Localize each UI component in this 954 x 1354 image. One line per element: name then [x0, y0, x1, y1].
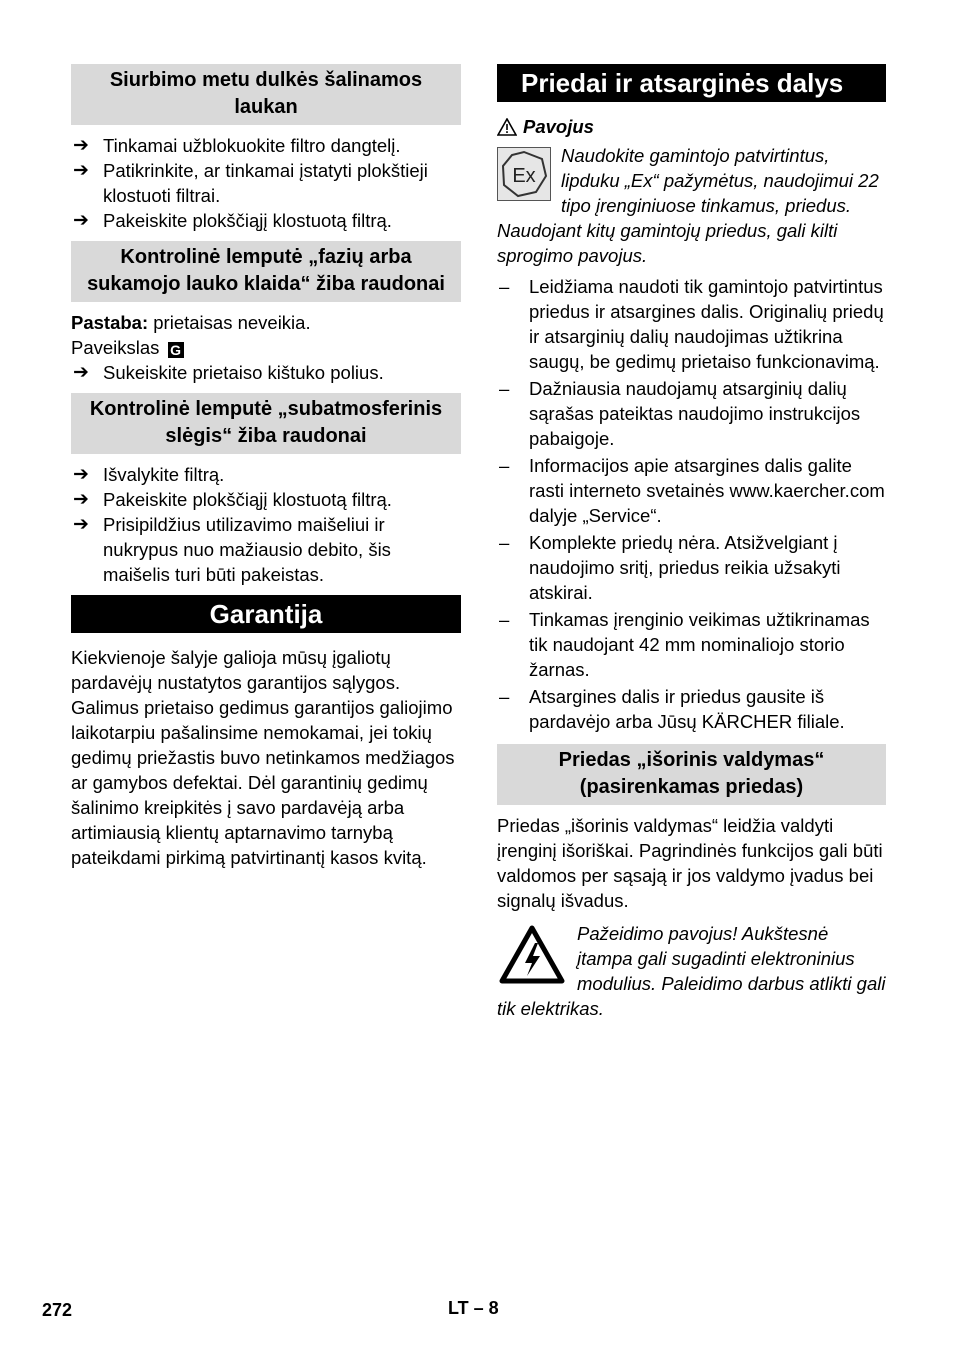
external-control-paragraph: Priedas „išorinis valdymas“ leidžia valdyti įrenginį išoriškai. Pagrindinės funkcijos gali būti valdomos per sąsają ir jos valdymo įvadus bei signalų išvadus. — [497, 815, 883, 911]
right-arrow-icon: ➔ — [73, 134, 89, 156]
list-item: – Informacijos apie atsargines dalis galite rasti interneto svetainės www.kaercher.com dalyje „Service“. — [499, 455, 885, 526]
figure-reference: Paveikslas G — [71, 335, 461, 360]
list-item: – Leidžiama naudoti tik gamintojo patvirtintus priedus ir atsargines dalis. Originalių priedų ir atsarginių dalių naudojimas užtikrina saugų, be gedimų prietaiso funkcionavimą. — [499, 276, 884, 372]
page-number: 272 — [42, 1300, 73, 1320]
instruction-list-vacuum-pressure — [71, 462, 461, 587]
figure-letter-badge: G — [168, 342, 184, 358]
list-item: ➔ Tinkamai užblokuokite filtro dangtelį. — [73, 134, 401, 156]
danger-text: Naudokite gamintojo patvirtintus, lipduku „Ex“ pažymėtus, naudojimui 22 tipo įrenginiuose tinkamus, priedus. Naudojant kitų gamintojų priedus, gali kilti sprogimo pavojus. — [497, 145, 879, 266]
list-item: ➔ Išvalykite filtrą. — [73, 463, 225, 485]
list-item: ➔ Pakeiskite plokščiąjį klostuotą filtrą. — [73, 488, 392, 510]
list-item: ➔ Prisipildžius utilizavimo maišeliui ir nukrypus nuo mažiausio debito, šis maišelis turi būti pakeistas. — [73, 513, 391, 585]
danger-block — [497, 143, 886, 268]
voltage-warning-block — [497, 921, 886, 1021]
list-item: ➔ Pakeiskite plokščiąjį klostuotą filtrą. — [73, 209, 392, 231]
danger-label: Pavojus — [497, 114, 886, 139]
right-arrow-icon: ➔ — [73, 463, 89, 485]
warranty-paragraph: Kiekvienoje šalyje galioja mūsų įgaliotų pardavėjų nustatytos garantijos sąlygos. Galimus prietaiso gedimus garantijos galiojimo laikotarpiu pašalinsime nemokamai, jei tokių gedimų priežastis buvo netinkamos medžiagos ar gamybos defektai. Dėl garantinių gedimų šalinimo kreipkitės į savo pardavėją arba artimiausią klientų aptarnavimo tarnybą pateikdami pirkimą patvirtinantį kasos kvitą. — [71, 647, 455, 868]
left-column — [71, 64, 461, 878]
instruction-list-phase-error — [71, 360, 461, 385]
high-voltage-icon — [499, 925, 565, 985]
section-heading-dust-exhaust: Siurbimo metu dulkės šalinamos laukan — [71, 64, 461, 125]
note-paragraph: Pastaba: prietaisas neveikia. — [71, 312, 311, 333]
instruction-list-dust-exhaust — [71, 133, 461, 233]
list-item: – Atsargines dalis ir priedus gausite iš pardavėjo arba Jūsų KÄRCHER filiale. — [499, 686, 845, 732]
list-item: ➔ Patikrinkite, ar tinkamai įstatyti plokštieji klostuoti filtrai. — [73, 159, 428, 206]
voltage-warning-text: Pažeidimo pavojus! Aukštesnė įtampa gali sugadinti elektroninius modulius. Paleidimo darbus atlikti gali tik elektrikas. — [497, 923, 886, 1019]
right-arrow-icon: ➔ — [73, 361, 89, 383]
section-heading-external-control: Priedas „išorinis valdymas“ (pasirenkamas priedas) — [497, 744, 886, 805]
accessories-list — [497, 274, 886, 734]
ex-explosion-protection-icon — [497, 147, 551, 201]
list-item: – Tinkamas įrenginio veikimas užtikrinamas tik naudojant 42 mm nominaliojo storio žarnas. — [499, 609, 870, 680]
right-arrow-icon: ➔ — [73, 209, 89, 231]
right-column — [497, 64, 886, 1021]
svg-text:Ex: Ex — [512, 165, 536, 187]
list-item: – Dažniausia naudojamų atsarginių dalių sąrašas pateiktas naudojimo instrukcijos pabaigoje. — [499, 378, 861, 449]
heading-garantija: Garantija — [71, 595, 461, 633]
list-item: – Komplekte priedų nėra. Atsižvelgiant į naudojimo sritį, priedus reikia užsakyti atskirai. — [499, 532, 841, 603]
right-arrow-icon: ➔ — [73, 488, 89, 510]
language-page-label: LT – 8 — [448, 1298, 499, 1318]
list-item: ➔ Sukeiskite prietaiso kištuko polius. — [73, 361, 384, 383]
right-arrow-icon: ➔ — [73, 159, 89, 181]
warning-triangle-icon — [497, 118, 517, 136]
heading-accessories: Priedai ir atsarginės dalys — [497, 64, 886, 102]
section-heading-vacuum-pressure: Kontrolinė lemputė „subatmosferinis slėgis“ žiba raudonai — [71, 393, 461, 454]
right-arrow-icon: ➔ — [73, 513, 89, 535]
section-heading-phase-error: Kontrolinė lemputė „fazių arba sukamojo lauko klaida“ žiba raudonai — [71, 241, 461, 302]
